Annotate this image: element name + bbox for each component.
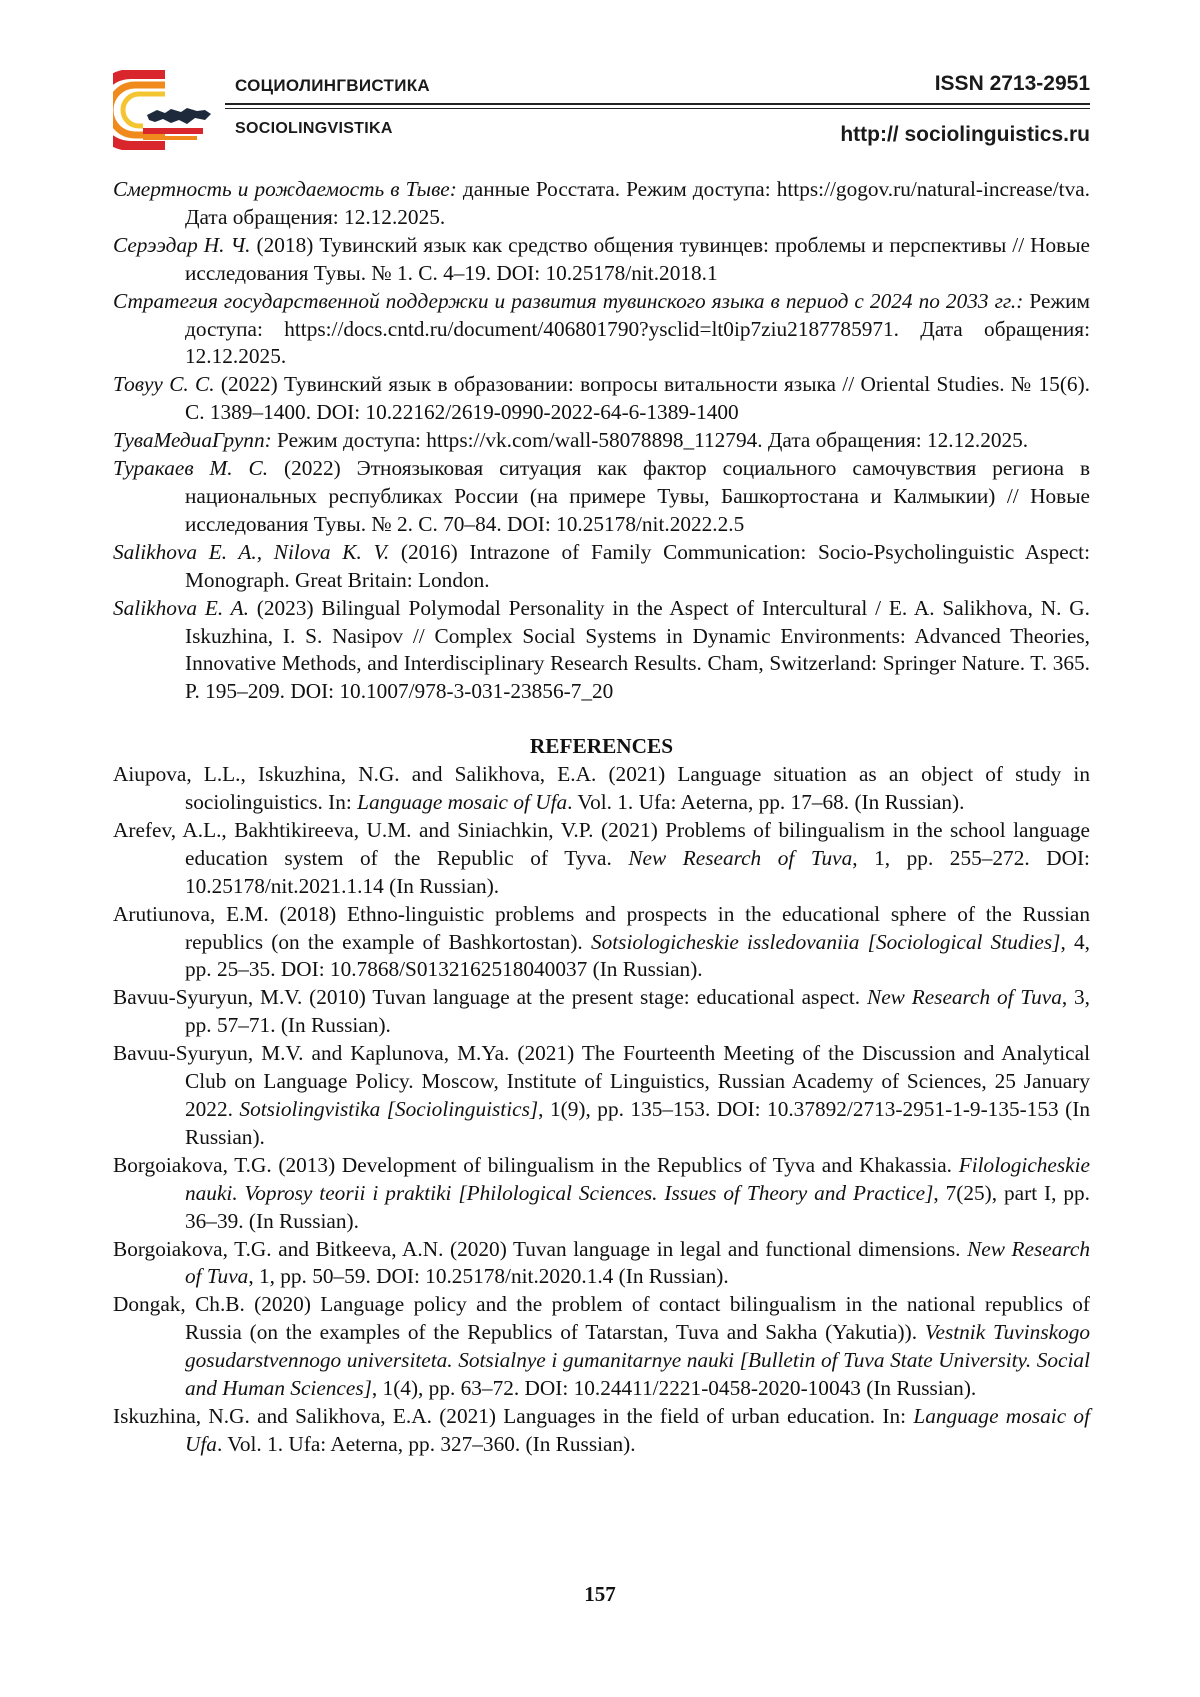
reference-text: Bavuu-Syuryun, M.V. and Kaplunova, M.Ya. (2021) The Fourteenth Meeting of the Discussion and Analytical Club on Language Policy. Moscow, Institute of Linguistics, Russian Academy of Sciences, 25 January 2022.: [113, 1041, 1090, 1121]
reference-text: Aiupova, L.L., Iskuzhina, N.G. and Salikhova, E.A. (2021) Language situation as an object of study in sociolinguistics. In:: [113, 762, 1090, 815]
reference-source: New Research of Tuva: [628, 845, 853, 870]
bibliography-entry: [113, 427, 1090, 455]
reference-text: , 4, pp. 25–35. DOI: 10.7868/S0132162518040037 (In Russian).: [185, 929, 1090, 982]
reference-entry: [113, 1403, 1090, 1459]
bibliography-entry: [113, 176, 1090, 232]
bibliography-entry: [113, 455, 1090, 539]
reference-entry: [113, 901, 1090, 985]
reference-text: , 1(9), pp. 135–153. DOI: 10.37892/2713-2951-1-9-135-153 (In Russian).: [185, 1097, 1090, 1149]
journal-website: http:// sociolinguistics.ru: [840, 123, 1090, 146]
bibliography-content: [113, 176, 1090, 1459]
reference-text: Borgoiakova, T.G. (2013) Development of bilingualism in the Republics of Tyva and Khakassia.: [113, 1152, 959, 1177]
entry-text: (2022) Этноязыковая ситуация как фактор социального самочувствия региона в национальных республиках России (на примере Тувы, Башкортостана и Калмыкии) // Новые исследования Тувы. № 2. С. 70–84. DOI: 10.25178/nit.2022.2.5: [185, 456, 1090, 536]
bibliography-entry: [113, 232, 1090, 288]
entry-text: (2022) Тувинский язык в образовании: вопросы витальности языка // Oriental Studies. № 15(6). С. 1389–1400. DOI: 10.22162/2619-0990-2022-64-6-1389-1400: [185, 372, 1090, 425]
journal-name-ru: СОЦИОЛИНГВИСТИКА: [235, 76, 430, 95]
entry-author: ТуваМедиаГрупп:: [113, 428, 272, 453]
bibliography-entry: [113, 595, 1090, 707]
header-rule: [225, 103, 1090, 105]
reference-source: Filologicheskie nauki. Voprosy teorii i praktiki [Philological Sciences. Issues of Theory and Practice]: [185, 1152, 1090, 1205]
bibliography-entry: [113, 371, 1090, 427]
journal-header: [0, 0, 1200, 160]
entry-author: Товуу С. С.: [113, 372, 215, 397]
entry-text: данные Росстата. Режим доступа: https://gogov.ru/natural-increase/tva. Дата обращения: 12.12.2025.: [185, 177, 1090, 229]
entry-text: (2016) Intrazone of Family Communication: Socio-Psycholinguistic Aspect: Monograph. Great Britain: London.: [185, 539, 1090, 592]
reference-entry: [113, 1040, 1090, 1152]
reference-source: Language mosaic of Ufa: [185, 1403, 1090, 1456]
journal-logo: [113, 70, 215, 150]
entry-author: Salikhova E. A., Nilova K. V.: [113, 539, 390, 564]
reference-text: Arefev, A.L., Bakhtikireeva, U.M. and Siniachkin, V.P. (2021) Problems of bilingualism in the school language education system of the Republic of Tyva.: [113, 817, 1090, 870]
entry-text: Режим доступа: https://vk.com/wall-58078898_112794. Дата обращения: 12.12.2025.: [271, 428, 1029, 453]
reference-source: Language mosaic of Ufa: [357, 790, 568, 815]
reference-source: New Research of Tuva: [866, 985, 1062, 1010]
bibliography-entry: [113, 539, 1090, 595]
reference-entry: [113, 1291, 1090, 1403]
reference-text: , 7(25), part I, pp. 36–39. (In Russian).: [185, 1180, 1090, 1233]
reference-text: . Vol. 1. Ufa: Aeterna, pp. 327–360. (In Russian).: [216, 1431, 636, 1456]
reference-entry: [113, 761, 1090, 817]
reference-source: New Research of Tuva: [185, 1236, 1091, 1289]
reference-entry: [113, 817, 1090, 901]
reference-entry: [113, 1236, 1090, 1292]
reference-entry: [113, 1152, 1090, 1236]
reference-text: , 1(4), pp. 63–72. DOI: 10.24411/2221-0458-2020-10043 (In Russian).: [371, 1376, 977, 1401]
reference-text: Borgoiakova, T.G. and Bitkeeva, A.N. (2020) Tuvan language in legal and functional dimensions.: [113, 1236, 968, 1261]
journal-name-en: SOCIOLINGVISTIKA: [235, 120, 393, 137]
bibliography-entry: [113, 288, 1090, 372]
reference-text: , 3, pp. 57–71. (In Russian).: [185, 985, 1090, 1038]
entry-author: Смертность и рождаемость в Тыве:: [113, 177, 457, 201]
page-number: 157: [584, 1582, 616, 1606]
references-list: [113, 761, 1090, 1459]
reference-text: . Vol. 1. Ufa: Aeterna, pp. 17–68. (In Russian).: [567, 790, 965, 815]
entry-author: Стратегия государственной поддержки и развития тувинского языка в период с 2024 по 2033 гг.:: [113, 288, 1024, 313]
bibliography-list: [113, 176, 1090, 706]
reference-source: Sotsiolingvistika [Sociolinguistics]: [239, 1097, 539, 1121]
entry-text: (2018) Тувинский язык как средство общения тувинцев: проблемы и перспективы // Новые исследования Тувы. № 1. С. 4–19. DOI: 10.25178/nit.2018.1: [185, 232, 1090, 285]
references-heading: REFERENCES: [529, 734, 674, 759]
reference-source: Vestnik Tuvinskogo gosudarstvennogo universiteta. Sotsialnye i gumanitarnye nauki [Bulletin of Tuva State University. Social and Human Sciences]: [185, 1320, 1090, 1401]
entry-author: Серээдар Н. Ч.: [113, 232, 251, 257]
reference-text: Dongak, Ch.B. (2020) Language policy and the problem of contact bilingualism in the national republics of Russia (on the examples of the Republics of Tatarstan, Tuva and Sakha (Yakutia)).: [113, 1292, 1090, 1345]
entry-text: Режим доступа: https://docs.cntd.ru/document/406801790?ysclid=lt0ip7ziu2187785971. Дата обращения: 12.12.2025.: [185, 288, 1091, 369]
issn-label: ISSN 2713-2951: [934, 72, 1090, 95]
entry-author: Salikhova E. A.: [113, 595, 249, 620]
reference-text: , 1, pp. 255–272. DOI: 10.25178/nit.2021.1.14 (In Russian).: [185, 845, 1090, 898]
reference-source: Sotsiologicheskie issledovaniia [Sociological Studies]: [590, 929, 1061, 954]
entry-text: (2023) Bilingual Polymodal Personality in the Aspect of Intercultural / E. A. Salikhova, N. G. Iskuzhina, I. S. Nasipov // Complex Social Systems in Dynamic Environments: Advanced Theories, Innovative Methods, and Interdisciplinary Research Results. Cham, Switzerland: Springer Nature. T. 365. P. 195–209. DOI: 10.1007/978-3-031-23856-7_20: [185, 595, 1090, 704]
reference-text: Bavuu-Syuryun, M.V. (2010) Tuvan language at the present stage: educational aspect.: [113, 985, 867, 1010]
reference-text: Iskuzhina, N.G. and Salikhova, E.A. (2021) Languages in the field of urban education. In:: [113, 1403, 914, 1428]
header-rule-thin: [225, 108, 1090, 109]
entry-author: Туракаев М. С.: [113, 456, 269, 481]
reference-text: Arutiunova, E.M. (2018) Ethno-linguistic problems and prospects in the educational sphere of the Russian republics (on the example of Bashkortostan).: [113, 901, 1090, 954]
reference-text: , 1, pp. 50–59. DOI: 10.25178/nit.2020.1.4 (In Russian).: [248, 1264, 729, 1289]
reference-entry: [113, 984, 1090, 1040]
